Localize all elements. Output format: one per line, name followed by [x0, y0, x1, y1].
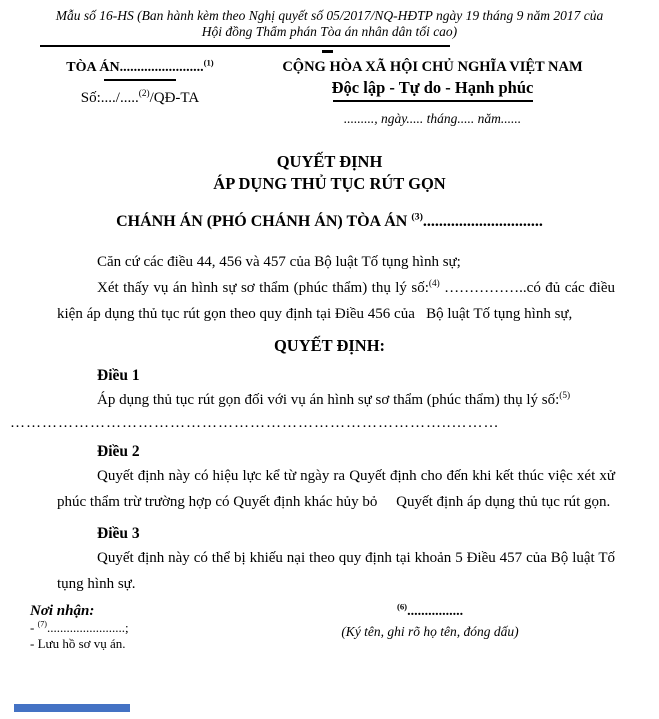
decision-heading: QUYẾT ĐỊNH: — [273, 336, 386, 355]
recipient-item-2: - Lưu hồ sơ vụ án. — [30, 636, 126, 651]
court-block — [25, 59, 255, 127]
authority-dots: .............................. — [422, 213, 543, 230]
footnote-ref-7: (7) — [37, 619, 47, 629]
form-note-line2: Hội đồng Thẩm phán Tòa án nhân dân tối cao) — [201, 24, 458, 39]
footnote-ref-2: (2) — [138, 89, 150, 99]
preamble-2-continuation: ……………..có đủ các điều kiện áp dụng thủ tục rút gọn theo quy định tại Điều 456 của Bộ luật Tố tụng hình sự, — [57, 280, 619, 322]
national-header-block — [260, 59, 605, 127]
footnote-ref-3: (3) — [411, 211, 423, 223]
authority-text: CHÁNH ÁN (PHÓ CHÁNH ÁN) TÒA ÁN — [116, 213, 412, 230]
court-name-line — [25, 59, 255, 76]
national-title: CỘNG HÒA XÃ HỘI CHỦ NGHĨA VIỆT NAM — [282, 59, 583, 75]
signature-block — [280, 603, 580, 652]
signature-instruction: (Ký tên, ghi rõ họ tên, đóng dấu) — [341, 624, 519, 639]
preamble-paragraph-2 — [57, 275, 619, 327]
article-1-fill-line: ………………………………………………………………………..……… — [10, 415, 500, 431]
decision-number-line — [25, 90, 255, 107]
signer-dots: ................ — [407, 604, 464, 619]
article-3-title: Điều 3 — [97, 525, 140, 542]
court-name-label: TÒA ÁN........................ — [66, 60, 204, 75]
signer-line — [280, 603, 580, 620]
recipients-label: Nơi nhận: — [30, 603, 95, 619]
decision-number-post: /QĐ-TA — [149, 90, 200, 106]
form-note-line1: Mẫu số 16-HS (Ban hành kèm theo Nghị quyết số 05/2017/NQ-HĐTP ngày 19 tháng 9 năm 2017 của — [55, 8, 604, 23]
recipients-block — [30, 603, 280, 652]
preamble-2-text: Xét thấy vụ án hình sự sơ thẩm (phúc thẩm) thụ lý số: — [97, 280, 429, 296]
header-separator-dash — [322, 50, 333, 53]
document-title-line2: ÁP DỤNG THỦ TỤC RÚT GỌN — [213, 174, 446, 193]
document-title — [0, 151, 659, 195]
article-1-title: Điều 1 — [97, 367, 140, 384]
preamble-paragraph-1: Căn cứ các điều 44, 456 và 457 của Bộ luật Tố tụng hình sự; — [97, 254, 461, 270]
decision-number-pre: Số:..../..... — [80, 90, 139, 106]
article-1-text — [57, 387, 615, 413]
national-motto: Độc lập - Tự do - Hạnh phúc — [331, 78, 534, 97]
form-note — [0, 0, 659, 40]
selection-highlight-bar — [14, 704, 130, 712]
article-1-body: Áp dụng thủ tục rút gọn đối với vụ án hình sự sơ thẩm (phúc thẩm) thụ lý số: — [97, 392, 560, 408]
recipient-1-dash: - — [30, 620, 38, 635]
footnote-ref-6: (6) — [396, 601, 408, 612]
issuing-authority-line — [0, 211, 659, 233]
article-2-title: Điều 2 — [97, 443, 140, 460]
article-3-text: Quyết định này có thể bị khiếu nại theo quy định tại khoản 5 Điều 457 của Bộ luật Tố tụng hình sự. — [57, 550, 619, 592]
footnote-ref-1: (1) — [203, 57, 214, 68]
article-2-text: Quyết định này có hiệu lực kể từ ngày ra Quyết định cho đến khi kết thúc việc xét xử phúc thẩm trừ trường hợp có Quyết định khác hủy bỏ Quyết định áp dụng thủ tục rút gọn. — [57, 468, 619, 510]
document-footer — [0, 603, 659, 652]
court-underline — [104, 79, 176, 81]
footnote-ref-5: (5) — [559, 391, 571, 401]
footnote-ref-4: (4) — [428, 279, 440, 289]
header-separator-line — [40, 45, 450, 47]
date-place-line: ........., ngày..... tháng..... năm...... — [343, 111, 522, 126]
recipient-1-dots: ........................; — [46, 620, 129, 635]
motto-underline — [333, 100, 533, 102]
recipient-item-1 — [30, 620, 280, 636]
document-title-line1: QUYẾT ĐỊNH — [276, 152, 383, 171]
document-header — [0, 59, 659, 127]
